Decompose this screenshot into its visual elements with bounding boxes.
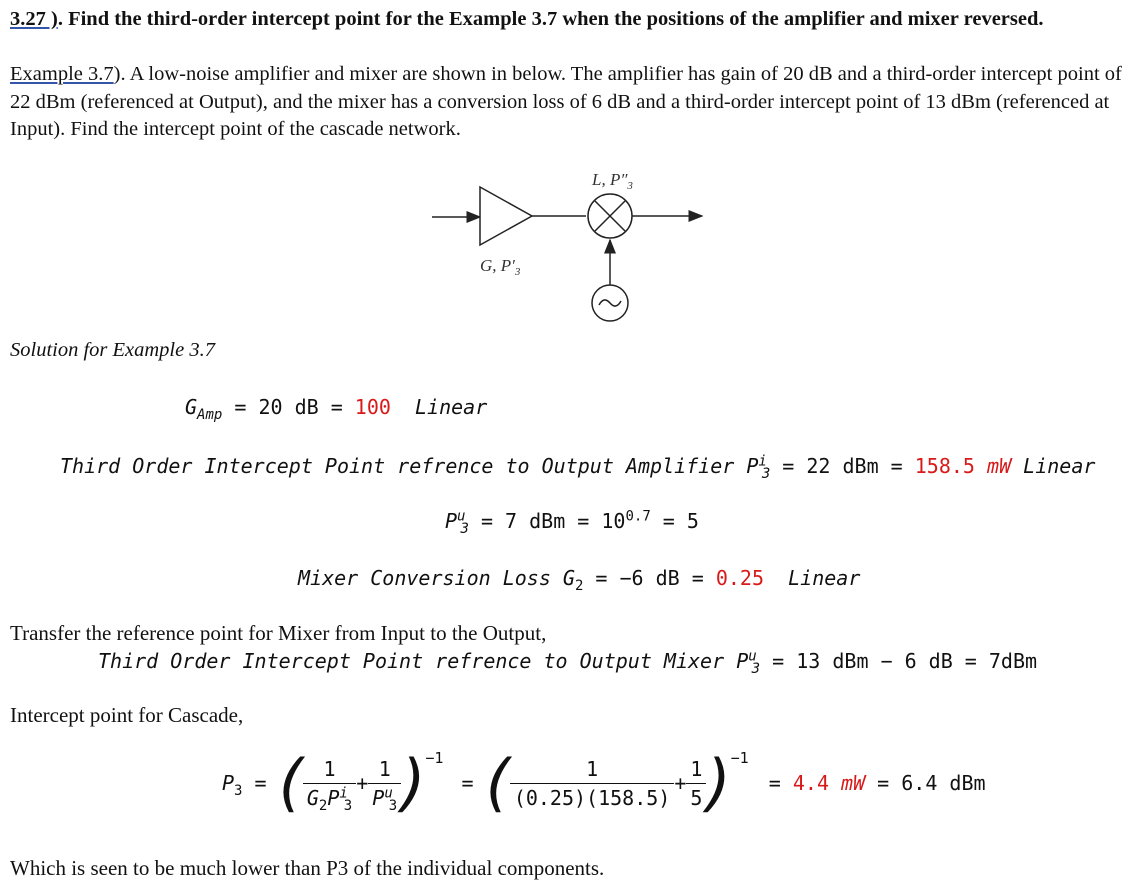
amplifier-symbol [480,187,532,245]
conclusion-text: Which is seen to be much lower than P3 of the individual components. [10,856,605,880]
transfer-text: Transfer the reference point for Mixer from Input to the Output, [10,621,547,645]
solution-title: Solution for Example 3.7 [10,339,215,361]
equation-mixer-loss: Mixer Conversion Loss $G_2 = -6$ dB = 0.25 Linear [298,566,861,594]
equation-mixer-ip3-input: $P^u_3 = 7$ dBm = $10^{0.7} = 5$ [445,508,699,537]
mixer-label: L, $P''_3$ [592,170,633,192]
mixer-loss-linear-value: 0.25 [715,566,765,590]
equation-gain-amp: $G_{Amp} = 20$ dB = 100 Linear [185,395,488,423]
equation-cascade: $P_3$ = ( $\frac{1}{G_2P^i_3}$ + $\frac{1}{P^u_3}$ )$^{-1}$ = ( $\frac{1}{(0.25)(158.5)}$ + $\frac{1}{5}$ )$^{-1}$ = 4.4 mW = 6.4 dBm [222,746,986,819]
amp-ip3-value: 158.5 [914,454,975,478]
problem-heading [10,6,1130,33]
equation-mixer-ip3-output: Third Order Intercept Point refrence to Output Mixer $P^u_3 = 13$ dBm − 6 dB = 7dBm [98,648,1038,677]
cascade-text: Intercept point for Cascade, [10,703,244,727]
block-diagram [420,165,720,330]
cascade-result-value: 4.4 [792,771,829,795]
problem-number: 3.27 ) [10,8,58,30]
example-text: ). A low-noise amplifier and mixer are shown in below. The amplifier has gain of 20 dB and a third-order intercept point of 22 dBm (referenced at Output), and the mixer has a conversion loss of 6 dB and a third-order intercept point of 13 dBm (referenced at Input). Find the intercept point of the cascade network. [10,63,1122,140]
example-label: Example 3.7 [10,63,114,85]
gain-linear-value: 100 [354,395,391,419]
amplifier-label: G, $P'_3$ [480,256,521,278]
equation-amp-ip3: Third Order Intercept Point refrence to Output Amplifier $P^i_3 = 22$ dBm = 158.5 mW Linear [60,453,1096,482]
example-paragraph [10,61,1138,144]
problem-text: . Find the third-order intercept point for the Example 3.7 when the positions of the amplifier and mixer reversed. [57,8,1044,30]
